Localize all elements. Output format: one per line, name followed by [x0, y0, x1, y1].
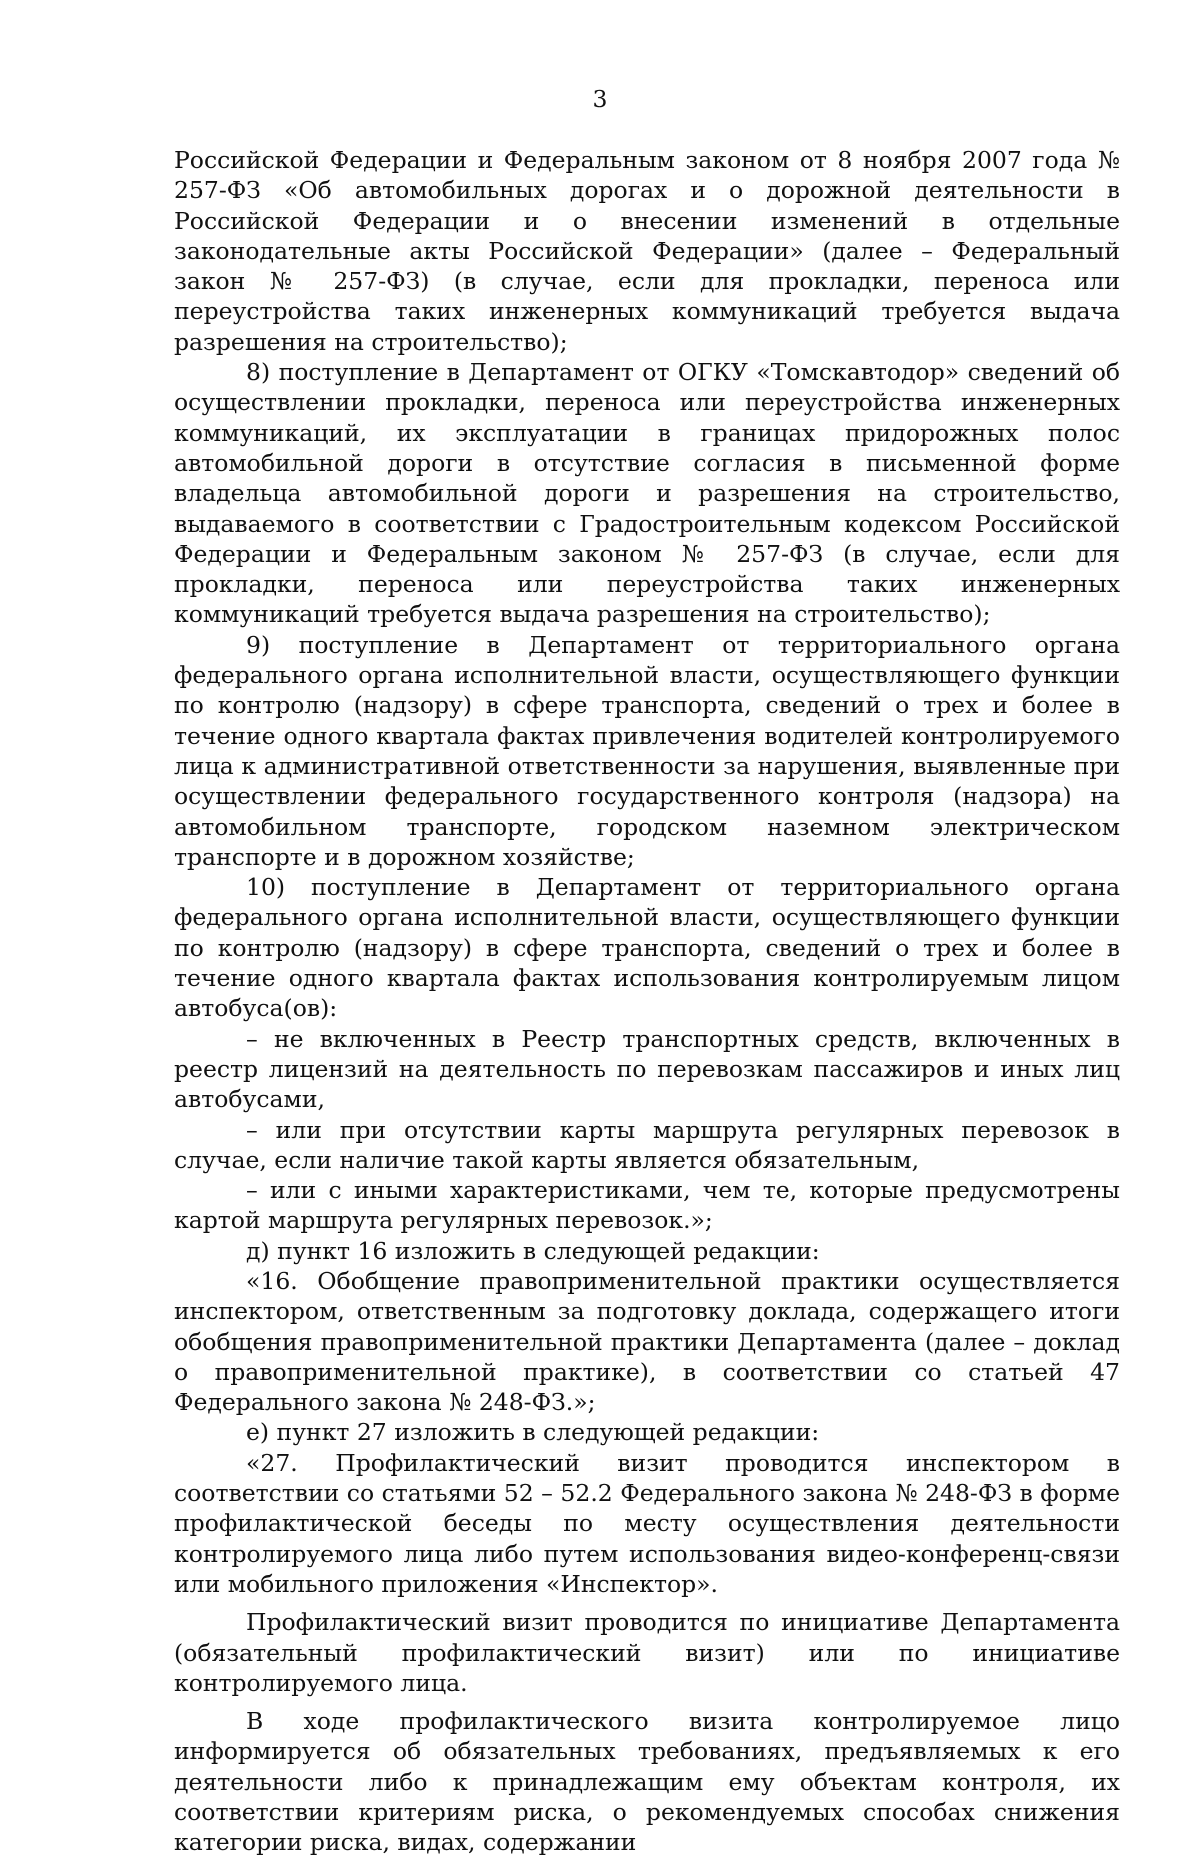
paragraph-item-10: 10) поступление в Департамент от территориального органа федерального органа исполнительной власти, осуществляющего функции по контролю (надзору) в сфере транспорта, сведений о трех и более в течение одного квартала фактах использования контролируемым лицом автобуса(ов):	[174, 873, 1120, 1023]
paragraph-point-e: е) пункт 27 изложить в следующей редакции:	[246, 1418, 820, 1447]
paragraph-clause-16: «16. Обобщение правоприменительной практики осуществляется инспектором, ответственным за подготовку доклада, содержащего итоги обобщения правоприменительной практики Департамента (далее – доклад о правоприменительной практике), в соответствии со статьей 47 Федерального закона № 248-ФЗ.»;	[174, 1266, 1120, 1417]
paragraph-continuation: Российской Федерации и Федеральным законом от 8 ноября 2007 года № 257-ФЗ «Об автомобильных дорогах и о дорожной деятельности в Российской Федерации и о внесении изменений в отдельные законодательные акты Российской Федерации» (далее – Федеральный закон № 257-ФЗ) (в случае, если для прокладки, переноса или переустройства таких инженерных коммуникаций требуется выдача разрешения на строительство);	[174, 146, 1120, 356]
paragraph-point-d: д) пункт 16 изложить в следующей редакции:	[246, 1236, 820, 1265]
document-body	[174, 145, 1120, 1858]
paragraph-dash-2: – или при отсутствии карты маршрута регулярных перевозок в случае, если наличие такой карты является обязательным,	[174, 1115, 1120, 1174]
paragraph-visit-initiative: Профилактический визит проводится по инициативе Департамента (обязательный профилактический визит) или по инициативе контролируемого лица.	[174, 1608, 1120, 1697]
paragraph-dash-1: – не включенных в Реестр транспортных средств, включенных в реестр лицензий на деятельность по перевозкам пассажиров и иных лиц автобусами,	[174, 1024, 1120, 1114]
paragraph-item-8: 8) поступление в Департамент от ОГКУ «Томскавтодор» сведений об осуществлении прокладки, переноса или переустройства инженерных коммуникаций, их эксплуатации в границах придорожных полос автомобильной дороги в отсутствие согласия в письменной форме владельца автомобильной дороги и разрешения на строительство, выдаваемого в соответствии с Градостроительным кодексом Российской Федерации и Федеральным законом № 257-ФЗ (в случае, если для прокладки, переноса или переустройства таких инженерных коммуникаций требуется выдача разрешения на строительство);	[174, 358, 1120, 629]
paragraph-visit-information: В ходе профилактического визита контролируемое лицо информируется об обязательных требованиях, предъявляемых к его деятельности либо к принадлежащим ему объектам контроля, их соответствии критериям риска, о рекомендуемых способах снижения категории риска, видах, содержании	[174, 1707, 1120, 1857]
paragraph-item-9: 9) поступление в Департамент от территориального органа федерального органа исполнительной власти, осуществляющего функции по контролю (надзору) в сфере транспорта, сведений о трех и более в течение одного квартала фактах привлечения водителей контролируемого лица к административной ответственности за нарушения, выявленные при осуществлении федерального государственного контроля (надзора) на автомобильном транспорте, городском наземном электрическом транспорте и в дорожном хозяйстве;	[174, 630, 1120, 871]
paragraph-dash-3: – или с иными характеристиками, чем те, которые предусмотрены картой маршрута регулярных перевозок.»;	[174, 1176, 1120, 1235]
paragraph-clause-27: «27. Профилактический визит проводится инспектором в соответствии со статьями 52 – 52.2 Федерального закона № 248-ФЗ в форме профилактической беседы по месту осуществления деятельности контролируемого лица либо путем использования видео-конференц-связи или мобильного приложения «Инспектор».	[174, 1448, 1120, 1598]
page-number: 3	[592, 85, 608, 113]
